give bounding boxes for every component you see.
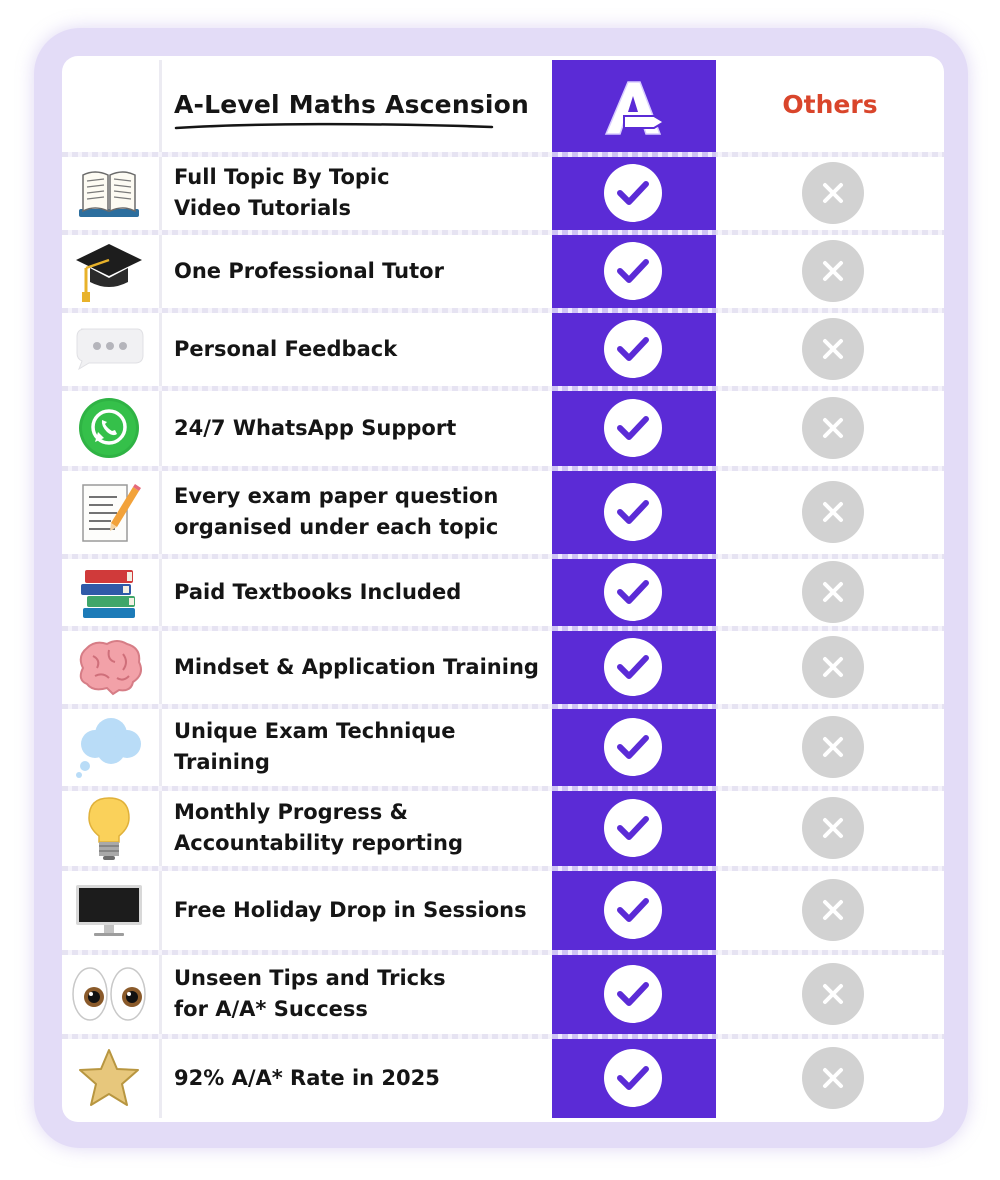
others-cross-icon [802, 716, 864, 778]
feature-row [62, 470, 944, 554]
feature-row [62, 790, 944, 866]
feature-label [174, 470, 544, 554]
row-divider [62, 866, 944, 871]
row-divider-brand [552, 626, 716, 631]
feature-label-text: Monthly Progress & Accountability reporting [174, 800, 463, 855]
ascension-check-icon [604, 164, 662, 222]
row-divider [62, 554, 944, 559]
ascension-check-icon [604, 563, 662, 621]
row-divider-brand [552, 786, 716, 791]
ascension-logo [598, 76, 670, 140]
feature-label-text: Every exam paper question organised under each topic [174, 484, 499, 539]
feature-row [62, 1038, 944, 1118]
others-cross-icon [802, 1047, 864, 1109]
others-cross-icon [802, 561, 864, 623]
others-cross-icon [802, 797, 864, 859]
row-divider [62, 466, 944, 471]
row-divider-brand [552, 152, 716, 157]
ascension-check-icon [604, 399, 662, 457]
others-cross-icon [802, 318, 864, 380]
ascension-check-icon [604, 799, 662, 857]
table-header [62, 56, 944, 154]
feature-row [62, 708, 944, 786]
feature-row [62, 630, 944, 704]
title-underline [174, 121, 494, 131]
open-book-icon [68, 159, 150, 227]
whatsapp-icon [68, 394, 150, 462]
feature-row [62, 156, 944, 230]
ascension-check-icon [604, 1049, 662, 1107]
feature-row [62, 870, 944, 950]
others-cross-icon [802, 963, 864, 1025]
others-heading: Others [782, 90, 878, 119]
graduation-cap-icon [68, 237, 150, 305]
others-cross-icon [802, 481, 864, 543]
feature-label [174, 390, 544, 466]
feature-label-text: 92% A/A* Rate in 2025 [174, 1065, 440, 1090]
feature-label-text: Free Holiday Drop in Sessions [174, 897, 527, 922]
feature-label-text: Unseen Tips and Tricks for A/A* Success [174, 966, 446, 1021]
feature-label-text: Paid Textbooks Included [174, 579, 462, 604]
feature-label [174, 954, 544, 1034]
row-divider [62, 786, 944, 791]
row-divider [62, 950, 944, 955]
feature-label [174, 1038, 544, 1118]
brain-icon [68, 633, 150, 701]
others-cross-icon [802, 636, 864, 698]
feature-row [62, 558, 944, 626]
feature-label [174, 870, 544, 950]
feature-label [174, 558, 544, 626]
ascension-check-icon [604, 483, 662, 541]
feature-label-text: One Professional Tutor [174, 258, 444, 283]
row-divider-brand [552, 950, 716, 955]
eyes-icon [68, 960, 150, 1028]
feature-row [62, 312, 944, 386]
feature-label [174, 630, 544, 704]
feature-label-text: 24/7 WhatsApp Support [174, 415, 457, 440]
feature-label-text: Unique Exam Technique Training [174, 719, 456, 774]
light-bulb-icon [68, 794, 150, 862]
row-divider-brand [552, 386, 716, 391]
others-cross-icon [802, 397, 864, 459]
others-cross-icon [802, 879, 864, 941]
row-divider [62, 1034, 944, 1039]
row-divider [62, 152, 944, 157]
memo-pencil-icon [68, 478, 150, 546]
ascension-check-icon [604, 638, 662, 696]
row-divider [62, 230, 944, 235]
feature-row [62, 234, 944, 308]
speech-bubble-icon [68, 315, 150, 383]
books-stack-icon [68, 558, 150, 626]
feature-label [174, 156, 544, 230]
ascension-check-icon [604, 320, 662, 378]
row-divider-brand [552, 230, 716, 235]
thought-cloud-icon [68, 713, 150, 781]
others-cross-icon [802, 240, 864, 302]
ascension-check-icon [604, 718, 662, 776]
feature-label [174, 790, 544, 866]
feature-label [174, 234, 544, 308]
row-divider-brand [552, 308, 716, 313]
feature-label-text: Personal Feedback [174, 336, 398, 361]
ascension-check-icon [604, 881, 662, 939]
page-title: A-Level Maths Ascension [174, 90, 530, 119]
row-divider-brand [552, 866, 716, 871]
row-divider [62, 704, 944, 709]
comparison-table [62, 56, 944, 1122]
others-cross-icon [802, 162, 864, 224]
feature-row [62, 954, 944, 1034]
monitor-icon [68, 876, 150, 944]
feature-label-text: Full Topic By Topic Video Tutorials [174, 165, 390, 220]
feature-row [62, 390, 944, 466]
row-divider-brand [552, 466, 716, 471]
row-divider-brand [552, 1034, 716, 1039]
row-divider-brand [552, 704, 716, 709]
feature-label [174, 708, 544, 786]
title-block [174, 90, 529, 131]
row-divider [62, 386, 944, 391]
row-divider-brand [552, 554, 716, 559]
row-divider [62, 308, 944, 313]
ascension-check-icon [604, 242, 662, 300]
feature-label [174, 312, 544, 386]
ascension-check-icon [604, 965, 662, 1023]
row-divider [62, 626, 944, 631]
feature-label-text: Mindset & Application Training [174, 654, 539, 679]
star-icon [68, 1044, 150, 1112]
